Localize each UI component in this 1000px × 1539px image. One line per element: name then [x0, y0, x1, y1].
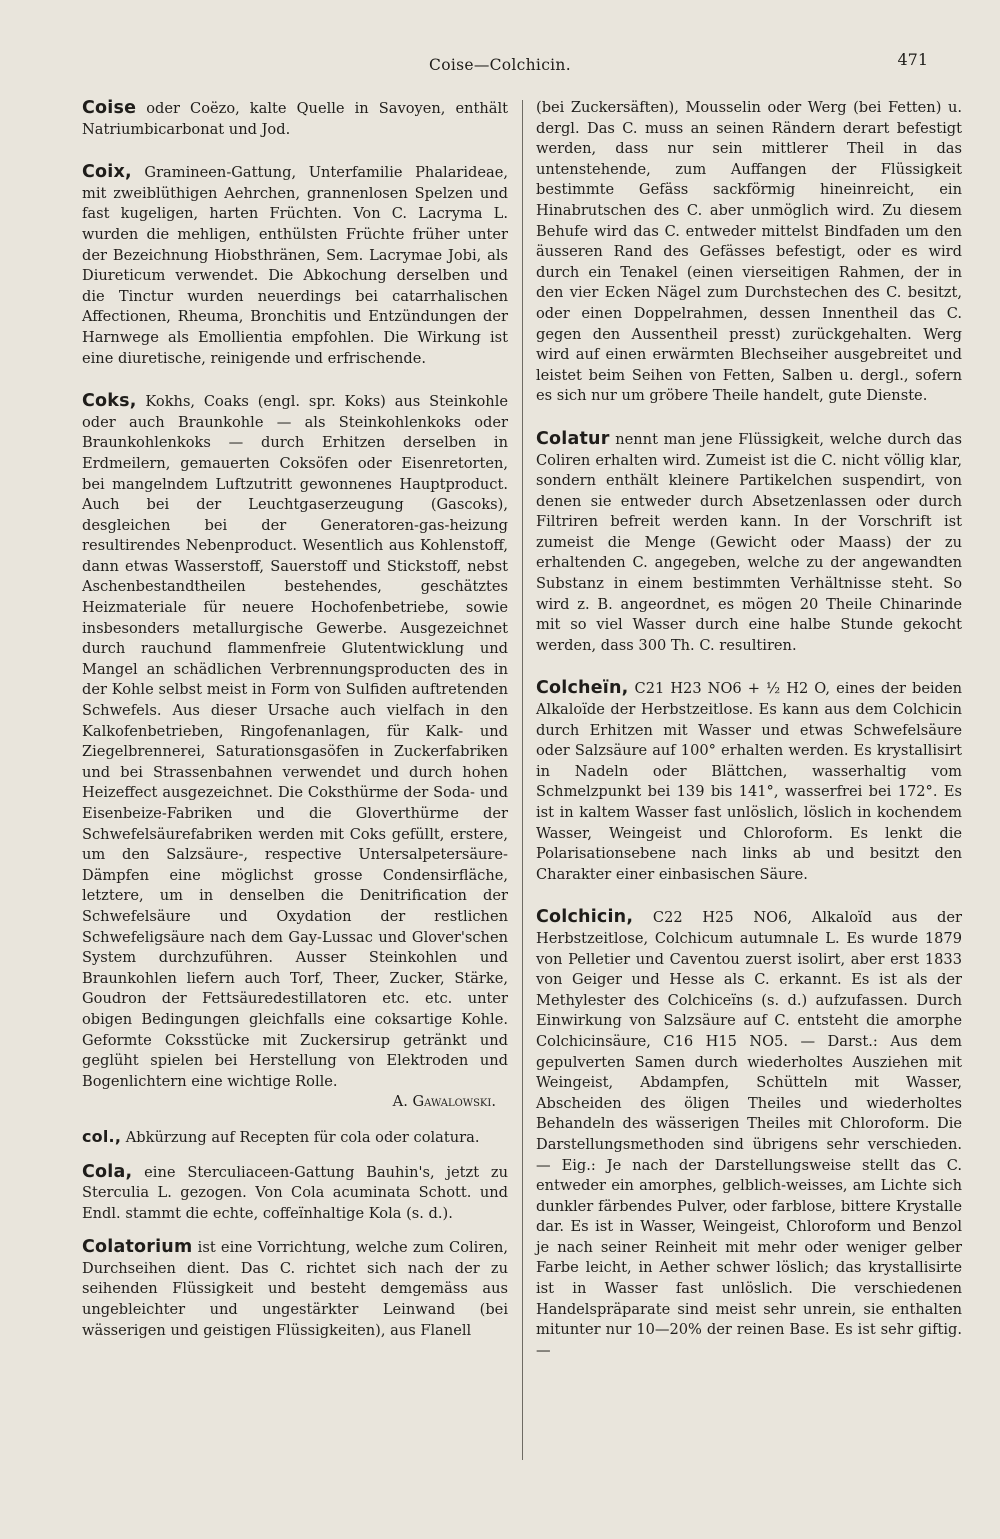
- headword: Coise: [82, 98, 137, 118]
- headword: col.,: [82, 1126, 122, 1146]
- left-column: [82, 98, 508, 1354]
- entry-text: nennt man jene Flüssigkeit, welche durch das Coliren erhalten wird. Zumeist ist die C. nicht völlig klar, sondern enthält kleinere Partikelchen suspendirt, von denen sie entweder durch Absetzenlassen oder durch Filtriren befreit werden kann. In der Vorschrift ist zumeist die Menge (Gewicht oder Maass) der zu erhaltenden C. angegeben, welche zu der angewandten Substanz in einem bestimmten Verhältnisse steht. So wird z. B. angeordnet, es mögen 20 Theile Chinarinde mit so viel Wasser durch eine halbe Stunde gekocht werden, dass 300 Th. C. resultiren.: [536, 430, 963, 654]
- headword: Colchicin,: [536, 907, 634, 928]
- entry-colatorium: [82, 1237, 508, 1341]
- headword: Cola,: [82, 1161, 133, 1182]
- column-divider: [522, 100, 523, 1460]
- entry-text: Gramineen-Gattung, Unterfamilie Phalarideae, mit zweiblüthigen Aehrchen, grannenlosen Spelzen und fast kugeligen, harten Früchten. Von C. Lacryma L. wurden die mehligen, enthülsten Früchte früher unter der Bezeichnung Hiobsthränen, Sem. Lacrymae Jobi, als Diureticum verwendet. Die Abkochung derselben und die Tinctur wurden neuerdings bei catarrhalischen Affectionen, Rheuma, Bronchitis und Entzündungen der Harnwege als Emollientia empfohlen. Die Wirkung ist eine diuretische, reinigende und erfrischende.: [82, 164, 508, 367]
- entry-text: Abkürzung auf Recepten für cola oder colatura.: [125, 1128, 480, 1146]
- entry-colchicin: [536, 907, 962, 1361]
- entry-text: Kokhs, Coaks (engl. spr. Koks) aus Steinkohle oder auch Braunkohle — als Steinkohlenkoks oder Braunkohlenkoks — durch Erhitzen derselben in Erdmeilern, gemauerten Coksöfen oder Eisenretorten, bei mangelndem Luftzutritt gewonnenes Hauptproduct. Auch bei der Leuchtgaserzeugung (Gascoks), desgleichen bei der Generatoren-gas-heizung resultirendes Nebenproduct. Wesentlich aus Kohlenstoff, dann etwas Wasserstoff, Sauerstoff und Stickstoff, nebst Aschenbestandtheilen bestehendes, geschätztes Heizmateriale für neuere Hochofenbetriebe, sowie insbesonders metallurgische Gewerbe. Ausgezeichnet durch rauchund flammenfreie Glutentwicklung und Mangel an schädlichen Verbrennungsproducten des in der Kohle selbst meist in Form von Sulfiden auftretenden Schwefels. Aus dieser Ursache auch vielfach in den Kalkofenbetrieben, Ringofenanlagen, für Kalk- und Ziegelbrennerei, Saturationsgasöfen in Zuckerfabriken und bei Strassenbahnen verwendet und durch hohen Heizeffect ausgezeichnet. Die Coksthürme der Soda- und Eisenbeize-Fabriken und die Gloverthürme der Schwefelsäurefabriken werden mit Coks gefüllt, erstere, um den Salzsäure-, respective Untersalpetersäure-Dämpfen eine möglichst grosse Condensirfläche, letztere, um in denselben die Denitrification der Schwefelsäure und Oxydation der restlichen Schwefeligsäure nach dem Gay-Lussac und Glover'schen System durchzuführen. Ausser Steinkohlen und Braunkohlen liefern auch Torf, Theer, Zucker, Stärke, Goudron der Fettsäuredestillatoren etc. etc. unter obigen Bedingungen gleichfalls eine coksartige Kohle. Geformte Coksstücke mit Zuckersirup getränkt und geglüht spielen bei Herstellung von Elektroden und Bogenlichtern eine wichtige Rolle.: [82, 393, 509, 1090]
- entry-text: oder Coëzo, kalte Quelle in Savoyen, enthält Natriumbicarbonat und Jod.: [82, 100, 508, 138]
- entry-coks: [82, 391, 508, 1092]
- right-column: [536, 98, 962, 1374]
- headword: Colcheïn,: [536, 678, 629, 699]
- page-number: 471: [897, 50, 928, 69]
- headword: Coix,: [82, 162, 132, 183]
- entry-cola: [82, 1162, 508, 1225]
- running-title: Coise—Colchicin.: [429, 56, 571, 74]
- entry-colatur: [536, 429, 962, 657]
- entry-colchicein: [536, 678, 962, 885]
- entry-text: eine Sterculiaceen-Gattung Bauhin's, jetzt zu Sterculia L. gezogen. Von Cola acuminata Schott. und Endl. stammt die echte, coffeïnhaltige Kola (s. d.).: [82, 1163, 508, 1222]
- headword: Colatorium: [82, 1237, 193, 1258]
- entry-coix: [82, 162, 508, 369]
- entry-text: (bei Zuckersäften), Mousselin oder Werg (bei Fetten) u. dergl. Das C. muss an seinen Rändern derart befestigt werden, dass nur sein mittlerer Theil in das untenstehende, zum Auffangen der Flüssigkeit bestimmte Gefäss sackförmig hineinreicht, ein Hinabrutschen des C. aber unmöglich wird. Zu diesem Behufe wird das C. entweder mittelst Bindfaden um den äusseren Rand des Gefässes befestigt, oder es wird durch ein Tenakel (einen vierseitigen Rahmen, der in den vier Ecken Nägel zum Durchstechen des C. besitzt, oder einen Doppelrahmen, dessen Innentheil das C. gegen den Aussentheil presst) zurückgehalten. Werg wird auf einen erwärmten Blechseiher ausgebreitet und leistet beim Seihen von Fetten, Salben u. dergl., sofern es sich nur um gröbere Theile handelt, gute Dienste.: [536, 99, 962, 405]
- entry-text: C21 H23 NO6 + ½ H2 O, eines der beiden Alkaloïde der Herbstzeitlose. Es kann aus dem Colchicin durch Erhitzen mit Wasser und etwas Schwefelsäure oder Salzsäure auf 100° erhalten werden. Es krystallisirt in Nadeln oder Blättchen, wasserhaltig vom Schmelzpunkt bei 139 bis 141°, wasserfrei bei 172°. Es ist in kaltem Wasser fast unlöslich, löslich in kochendem Wasser, Weingeist und Chloroform. Es lenkt die Polarisationsebene nach links ab und besitzt den Charakter einer einbasischen Säure.: [536, 680, 963, 883]
- entry-coise: [82, 98, 508, 140]
- headword: Colatur: [536, 428, 610, 449]
- headword: Coks,: [82, 391, 137, 412]
- entry-colatorium-continued: [536, 98, 962, 407]
- author-signature: A. Gawalowski.: [392, 1093, 496, 1111]
- entry-text: C22 H25 NO6, Alkaloïd aus der Herbstzeitlose, Colchicum autumnale L. Es wurde 1879 von Pelletier und Caventou zuerst isolirt, aber erst 1833 von Geiger und Hesse als C. erkannt. Es ist als der Methylester des Colchiceïns (s. d.) aufzufassen. Durch Einwirkung von Salzsäure auf C. entsteht die amorphe Colchicinsäure, C16 H15 NO5. — Darst.: Aus dem gepulverten Samen durch wiederholtes Ausziehen mit Weingeist, Abdampfen, Schütteln mit Wasser, Abscheiden des öligen Theiles und wiederholtes Behandeln des wässerigen Theiles mit Chloroform. Die Darstellungsmethoden sind übrigens sehr verschieden. — Eig.: Je nach der Darstellungsweise stellt das C. entweder ein amorphes, gelblich-weisses, am Lichte sich dunkler färbendes Pulver, oder farblose, bittere Krystalle dar. Es ist in Wasser, Weingeist, Chloroform und Benzol je nach seiner Reinheit mit mehr oder weniger gelber Farbe leicht, in Aether schwer löslich; das krystallisirte ist in Wasser fast unlöslich. Die verschiedenen Handelspräparate sind meist sehr unrein, sie enthalten mitunter nur 10—20% der reinen Base. Es ist sehr giftig. —: [536, 909, 962, 1359]
- entry-col: [82, 1127, 508, 1149]
- entry-text: ist eine Vorrichtung, welche zum Coliren, Durchseihen dient. Das C. richtet sich nach der zu seihenden Flüssigkeit und besteht demgemäss aus ungebleichter und ungestärkter Leinwand (bei wässerigen und geistigen Flüssigkeiten), aus Flanell: [82, 1239, 509, 1339]
